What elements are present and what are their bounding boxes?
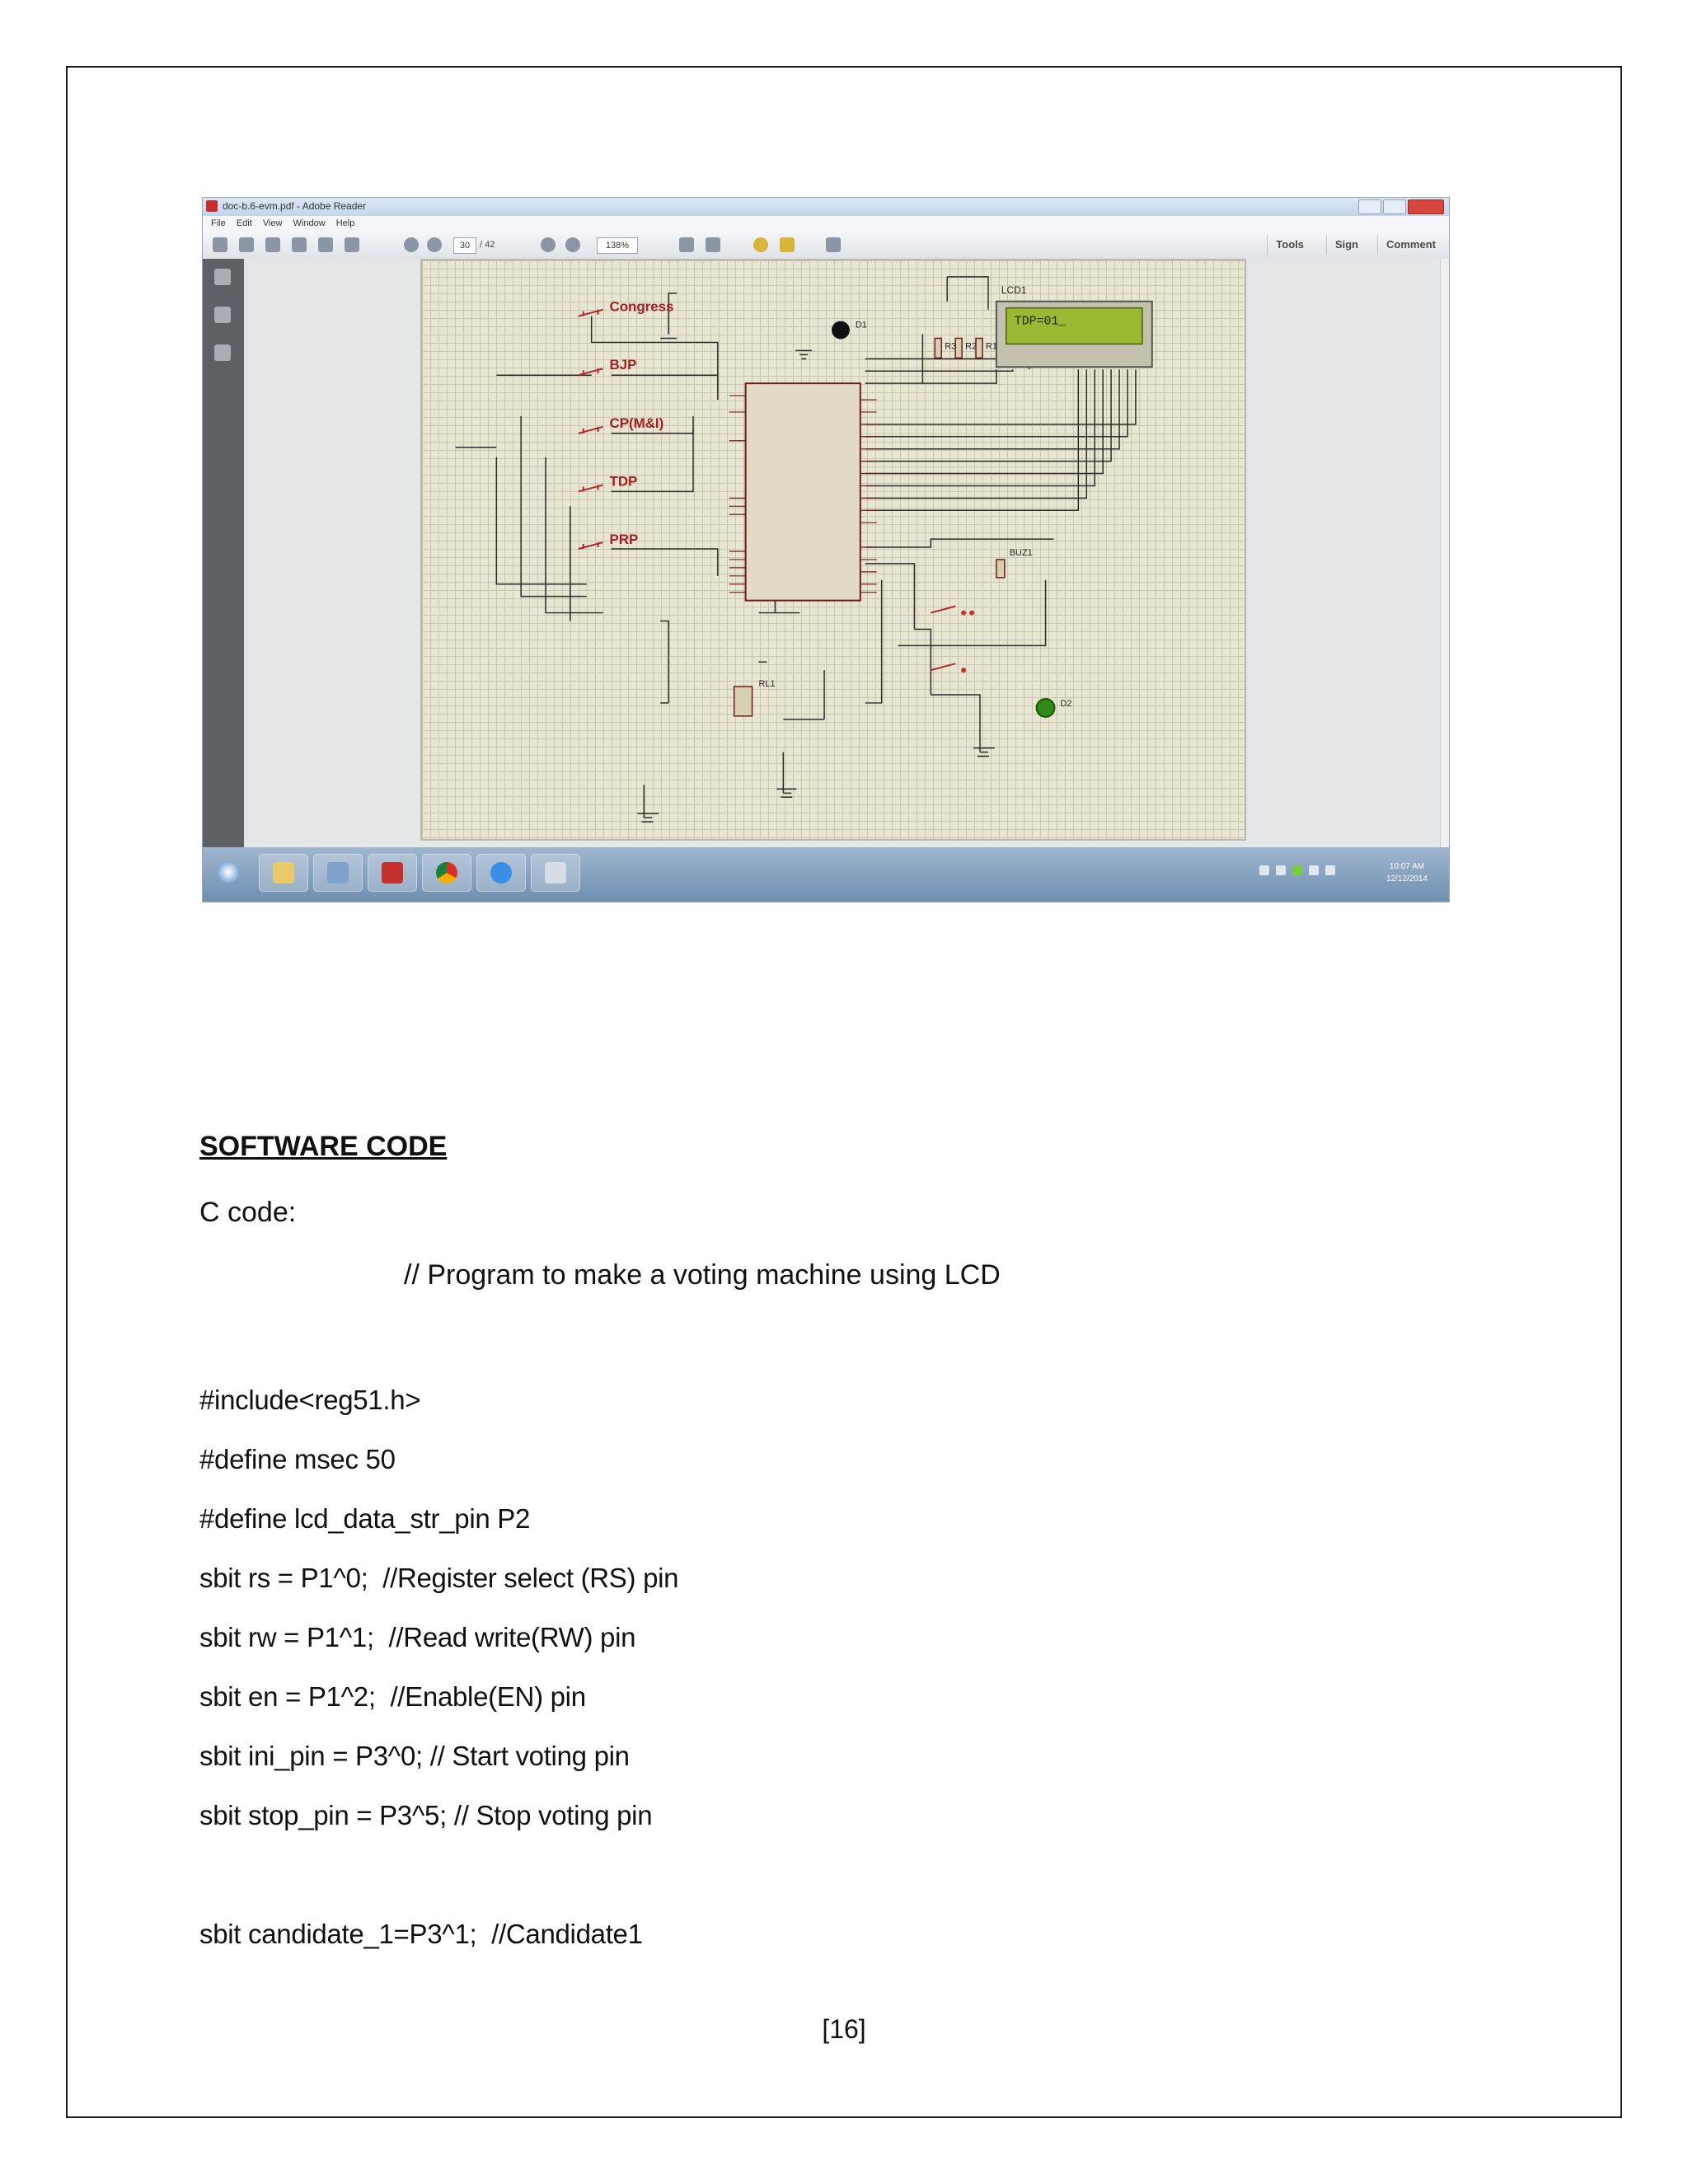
comment-button[interactable]: Comment [1377,235,1444,255]
system-tray [1251,852,1441,893]
schematic-drawing [422,260,1245,839]
code-line: #define lcd_data_str_pin P2 [199,1503,531,1534]
fit-page-icon[interactable] [679,237,694,252]
create-icon[interactable] [213,237,227,252]
menu-window[interactable]: Window [293,218,326,228]
button-label-congress: Congress [609,298,674,315]
battery-icon[interactable] [1292,865,1302,875]
email-icon[interactable] [345,237,359,252]
taskbar-ie[interactable] [476,854,526,892]
print-icon[interactable] [318,237,333,252]
comment-icon[interactable] [753,237,768,252]
taskbar-adobe-reader[interactable] [368,854,417,892]
zoom-input[interactable]: 138% [597,237,638,254]
relay-label: RL1 [758,679,776,690]
windows-taskbar [203,847,1449,902]
button-label-cpm: CP(M&I) [609,415,664,431]
combine-icon[interactable] [239,237,254,252]
section-heading: SOFTWARE CODE [199,1131,448,1162]
schematic-sheet [420,259,1246,841]
vertical-scrollbar[interactable] [1440,259,1449,847]
network-icon[interactable] [1309,865,1319,875]
clock[interactable] [1386,860,1428,885]
reader-toolbar [203,231,1449,260]
resistor-r1-label: R1 [985,341,997,352]
page-number: [16] [822,2014,866,2044]
code-line: sbit stop_pin = P3^5; // Stop voting pin [199,1800,653,1830]
c-code-label: C code: [199,1197,297,1228]
schematic-screenshot [203,198,1449,902]
menu-help[interactable]: Help [335,218,355,228]
clock-date: 12/12/2014 [1386,874,1428,883]
taskbar-chrome[interactable] [422,854,471,892]
led-d2-label: D2 [1060,698,1072,709]
taskbar-app[interactable] [313,854,363,892]
zoom-out-icon[interactable] [541,237,556,252]
led-d1-label: D1 [855,320,867,330]
page-down-icon[interactable] [427,237,442,252]
tray-icon[interactable] [1276,865,1286,875]
code-line: sbit en = P1^2; //Enable(EN) pin [199,1681,586,1712]
navigation-pane [203,259,244,847]
pdf-app-icon [206,200,218,212]
led-d2 [1037,699,1055,717]
lcd-text: TDP=01_ [1014,315,1067,329]
resistor-r2-label: R2 [965,341,978,352]
page-total: / 42 [480,240,495,250]
fit-width-icon[interactable] [706,237,720,252]
attachments-icon[interactable] [214,307,231,323]
expand-icon[interactable] [826,237,841,252]
tray-icon[interactable] [1259,865,1269,875]
window-titlebar [203,198,1449,216]
page-up-icon[interactable] [404,237,419,252]
code-line: sbit rs = P1^0; //Register select (RS) pin [199,1563,679,1593]
start-button[interactable] [204,854,252,890]
layers-icon[interactable] [214,344,231,361]
zoom-in-icon[interactable] [565,237,580,252]
clock-time: 10:07 AM [1389,862,1425,871]
menu-edit[interactable]: Edit [236,218,252,228]
buzzer-label: BUZ1 [1009,547,1033,558]
relay [734,687,753,716]
sign-button[interactable]: Sign [1326,235,1367,255]
taskbar-explorer[interactable] [259,854,308,892]
resistor-r3-label: R3 [945,341,957,352]
code-line: #define msec 50 [199,1444,396,1474]
menu-bar [203,216,1449,231]
taskbar-tool[interactable] [531,854,580,892]
code-line: #include<reg51.h> [199,1385,421,1415]
window-controls [1358,199,1444,214]
page-number-input[interactable]: 30 [453,237,476,254]
microcontroller-chip [746,383,860,600]
menu-file[interactable]: File [211,218,226,228]
highlight-icon[interactable] [780,237,795,252]
save-icon[interactable] [292,237,307,252]
button-label-prp: PRP [609,532,639,548]
tools-button[interactable]: Tools [1267,235,1312,255]
led-d1 [832,321,850,340]
volume-icon[interactable] [1325,865,1335,875]
menu-view[interactable]: View [262,218,283,228]
pages-icon[interactable] [214,269,231,285]
minimize-icon[interactable] [1358,199,1381,214]
program-comment: // Program to make a voting machine using LCD [404,1259,1001,1291]
buzzer [996,560,1005,578]
code-line: sbit rw = P1^1; //Read write(RW) pin [199,1622,636,1652]
close-icon[interactable] [1408,199,1444,214]
button-label-bjp: BJP [609,357,637,373]
button-label-tdp: TDP [609,473,638,490]
window-title: doc-b.6-evm.pdf - Adobe Reader [223,200,367,212]
code-line: sbit candidate_1=P3^1; //Candidate1 [199,1919,643,1949]
maximize-icon[interactable] [1383,199,1406,214]
code-line: sbit ini_pin = P3^0; // Start voting pin [199,1741,630,1771]
lcd-label: LCD1 [1001,284,1027,296]
edit-icon[interactable] [265,237,280,252]
